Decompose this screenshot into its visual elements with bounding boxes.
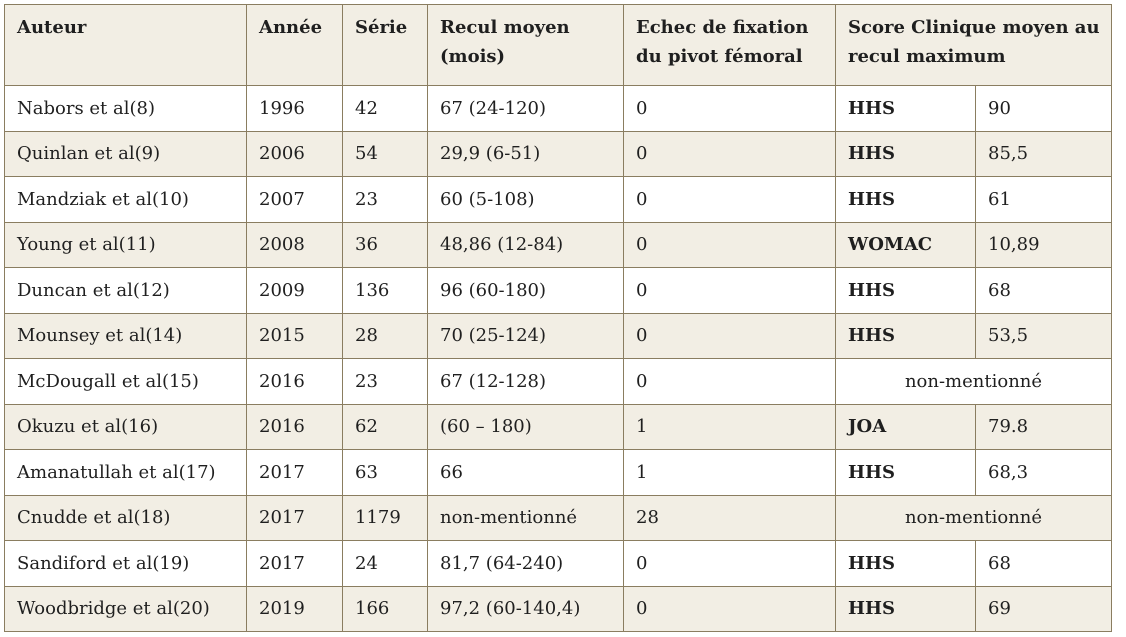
cell-score-type: WOMAC	[836, 222, 976, 268]
cell-score-value: 90	[976, 86, 1112, 132]
cell-year: 1996	[247, 86, 343, 132]
cell-year: 2015	[247, 313, 343, 359]
cell-series: 166	[343, 586, 428, 632]
cell-year: 2008	[247, 222, 343, 268]
cell-followup: 48,86 (12-84)	[428, 222, 624, 268]
cell-followup: 70 (25-124)	[428, 313, 624, 359]
cell-failure: 0	[624, 586, 836, 632]
cell-followup: 81,7 (64-240)	[428, 541, 624, 587]
cell-score-value: 68	[976, 268, 1112, 314]
table-row	[5, 404, 1112, 450]
cell-failure: 1	[624, 450, 836, 496]
cell-author: Mandziak et al(10)	[5, 177, 247, 223]
cell-author: Young et al(11)	[5, 222, 247, 268]
header-year: Année	[247, 5, 343, 86]
cell-failure: 0	[624, 541, 836, 587]
cell-score-value: 68	[976, 541, 1112, 587]
cell-score-type: HHS	[836, 268, 976, 314]
cell-failure: 28	[624, 495, 836, 541]
cell-year: 2017	[247, 495, 343, 541]
cell-author: Quinlan et al(9)	[5, 131, 247, 177]
cell-score-value: 53,5	[976, 313, 1112, 359]
cell-failure: 0	[624, 222, 836, 268]
cell-year: 2017	[247, 450, 343, 496]
cell-author: Cnudde et al(18)	[5, 495, 247, 541]
cell-author: Nabors et al(8)	[5, 86, 247, 132]
header-author: Auteur	[5, 5, 247, 86]
cell-series: 54	[343, 131, 428, 177]
cell-failure: 0	[624, 131, 836, 177]
cell-series: 1179	[343, 495, 428, 541]
header-series: Série	[343, 5, 428, 86]
cell-author: Okuzu et al(16)	[5, 404, 247, 450]
table-row	[5, 268, 1112, 314]
cell-followup: non-mentionné	[428, 495, 624, 541]
cell-year: 2017	[247, 541, 343, 587]
table-row	[5, 359, 1112, 405]
header-failure: Echec de fixation du pivot fémoral	[624, 5, 836, 86]
cell-author: Duncan et al(12)	[5, 268, 247, 314]
table-row	[5, 222, 1112, 268]
cell-failure: 0	[624, 86, 836, 132]
cell-series: 62	[343, 404, 428, 450]
cell-year: 2009	[247, 268, 343, 314]
cell-score-value: 10,89	[976, 222, 1112, 268]
cell-followup: (60 – 180)	[428, 404, 624, 450]
cell-score-type: HHS	[836, 177, 976, 223]
cell-author: Sandiford et al(19)	[5, 541, 247, 587]
cell-score-merged: non-mentionné	[836, 359, 1112, 405]
table-row	[5, 450, 1112, 496]
cell-failure: 0	[624, 313, 836, 359]
cell-year: 2019	[247, 586, 343, 632]
cell-year: 2016	[247, 359, 343, 405]
cell-series: 23	[343, 177, 428, 223]
table-row	[5, 313, 1112, 359]
cell-series: 23	[343, 359, 428, 405]
results-table	[4, 4, 1112, 632]
cell-followup: 96 (60-180)	[428, 268, 624, 314]
cell-score-value: 69	[976, 586, 1112, 632]
cell-score-type: HHS	[836, 541, 976, 587]
cell-series: 136	[343, 268, 428, 314]
cell-score-type: HHS	[836, 586, 976, 632]
table-row	[5, 86, 1112, 132]
table-body	[5, 86, 1112, 632]
cell-score-value: 85,5	[976, 131, 1112, 177]
cell-series: 36	[343, 222, 428, 268]
cell-series: 24	[343, 541, 428, 587]
cell-series: 63	[343, 450, 428, 496]
cell-followup: 60 (5-108)	[428, 177, 624, 223]
cell-score-type: HHS	[836, 313, 976, 359]
cell-followup: 97,2 (60-140,4)	[428, 586, 624, 632]
table-row	[5, 541, 1112, 587]
cell-score-type: HHS	[836, 450, 976, 496]
cell-followup: 67 (24-120)	[428, 86, 624, 132]
cell-year: 2006	[247, 131, 343, 177]
cell-author: Mounsey et al(14)	[5, 313, 247, 359]
header-followup: Recul moyen (mois)	[428, 5, 624, 86]
cell-author: Woodbridge et al(20)	[5, 586, 247, 632]
header-row	[5, 5, 1112, 86]
cell-author: McDougall et al(15)	[5, 359, 247, 405]
cell-score-value: 79.8	[976, 404, 1112, 450]
cell-year: 2007	[247, 177, 343, 223]
cell-score-value: 68,3	[976, 450, 1112, 496]
cell-followup: 29,9 (6-51)	[428, 131, 624, 177]
cell-series: 28	[343, 313, 428, 359]
cell-failure: 0	[624, 177, 836, 223]
cell-score-type: JOA	[836, 404, 976, 450]
cell-followup: 67 (12-128)	[428, 359, 624, 405]
cell-failure: 0	[624, 359, 836, 405]
cell-failure: 0	[624, 268, 836, 314]
cell-failure: 1	[624, 404, 836, 450]
cell-score-value: 61	[976, 177, 1112, 223]
table-row	[5, 131, 1112, 177]
cell-score-merged: non-mentionné	[836, 495, 1112, 541]
cell-author: Amanatullah et al(17)	[5, 450, 247, 496]
cell-year: 2016	[247, 404, 343, 450]
table-row	[5, 586, 1112, 632]
cell-score-type: HHS	[836, 131, 976, 177]
table-row	[5, 177, 1112, 223]
header-score: Score Clinique moyen au recul maximum	[836, 5, 1112, 86]
cell-series: 42	[343, 86, 428, 132]
cell-score-type: HHS	[836, 86, 976, 132]
cell-followup: 66	[428, 450, 624, 496]
table-row	[5, 495, 1112, 541]
